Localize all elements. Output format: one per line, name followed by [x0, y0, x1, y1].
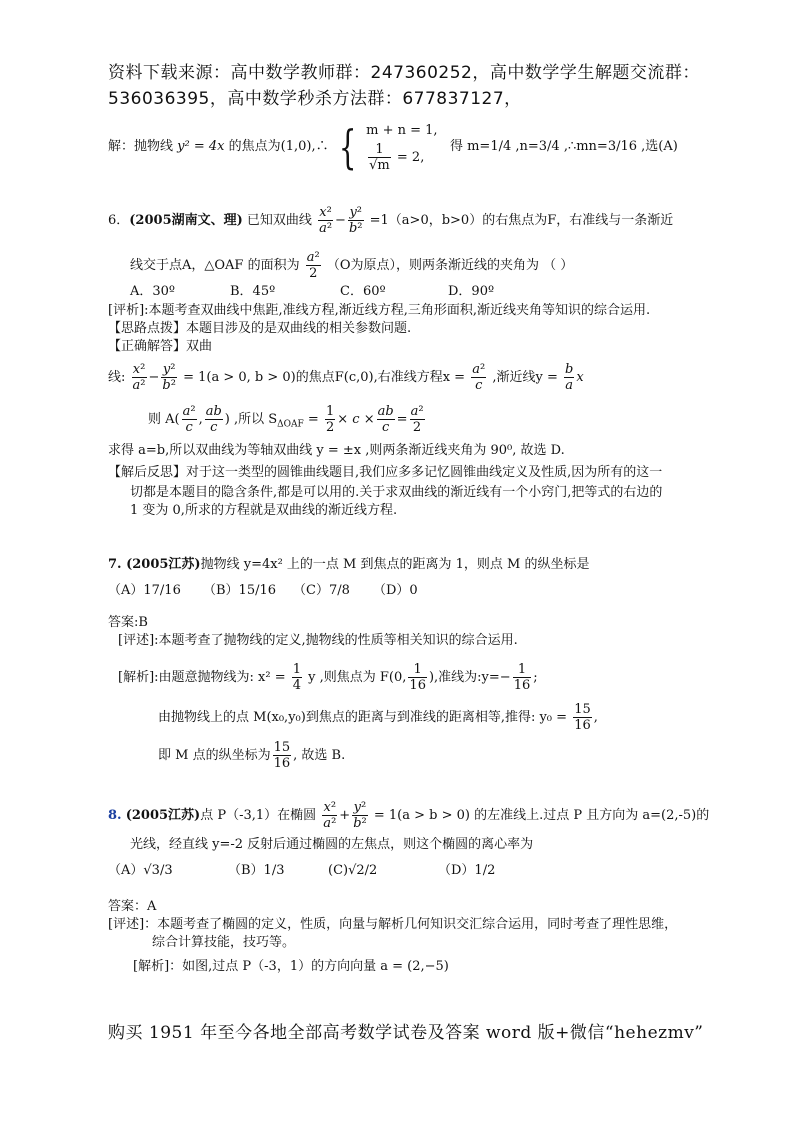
q7-option-b: （B）15/16: [203, 583, 277, 598]
q6-stem2b: （O为原点），则两条渐近线的夹角为 （ ）: [326, 258, 574, 273]
q7-options: [108, 582, 418, 600]
fraction: $\frac{15}{16}$: [273, 740, 291, 771]
q6-option-a: A．30º: [130, 284, 176, 299]
q6-stem-line2: [130, 250, 573, 281]
q6-ans-prefix: 线:: [108, 370, 126, 385]
banner-line-2: 536036395，高中数学秒杀方法群：677837127，: [108, 89, 522, 109]
fraction: $\frac{\text{y²}}{\text{b²}}$: [353, 800, 367, 831]
fraction: $\frac{\text{x²}}{\text{a²}}$: [132, 362, 146, 393]
q7-review: [评述]:本题考查了抛物线的定义,抛物线的性质等相关知识的综合运用.: [118, 633, 518, 648]
fraction: $\frac{1}{16}$: [513, 662, 531, 693]
q8-stem-line2: 光线，经直线 y=-2 反射后通过椭圆的左焦点，则这个椭圆的离心率为: [130, 837, 534, 852]
fraction: $\frac{\text{a²}}{2}$: [306, 250, 320, 281]
q6-reflect-1: 【解后反思】对于这一类型的圆锥曲线题目,我们应多多记忆圆锥曲线定义及性质,因为所有的这一: [108, 465, 663, 480]
fraction: $\frac{\text{a²}}{c}$: [472, 362, 486, 393]
q7-step2: 由抛物线上的点 M(x₀,y₀)到焦点的距离与到准线的距离相等,推得: y₀ = $\frac{15}{16}$ ,: [158, 702, 598, 733]
q5-system: [366, 120, 437, 173]
q7-option-c: （C）7/8: [293, 583, 350, 598]
fraction: $\frac{\text{x²}}{\text{a²}}$: [323, 800, 337, 831]
q7-analysis-mid: y ,则焦点为 F(0,: [308, 670, 407, 685]
fraction: $\frac{b}{a}$: [565, 362, 574, 393]
q8-option-d: （D）1/2: [438, 863, 496, 878]
q7-option-a: （A）17/16: [108, 583, 181, 598]
fraction: $\frac{\text{a²}}{c}$: [182, 404, 196, 435]
q6-area-line: 则 A( $\frac{\text{a²}}{c}$ , $\frac{ab}{c}$ ) ,所以 $S_{\Delta OAF}$ = $\frac{1}{2}$ × c × $\frac{ab}{c}$ = $\frac{\text{a²}}{2}$: [148, 404, 424, 435]
q5-parabola: y² = 4x: [177, 139, 225, 154]
q8-stem-line1: 8. (2005江苏)点 P（-3,1）在椭圆 $\frac{\text{x²}}{\text{a²}}$ + $\frac{\text{y²}}{\text{b²}}$ = 1(a > b > 0) 的左准线上.过点 P 且方向为 a=(2,-5)的: [108, 800, 710, 831]
fraction: $\frac{1}{16}$: [409, 662, 426, 693]
q6-source: (2005湖南文、理): [129, 213, 243, 228]
q6-area-sub: ΔOAF: [277, 419, 304, 430]
header-banner: [108, 60, 700, 112]
q8-review-1: [评述]：本题考查了椭圆的定义，性质，向量与解析几何知识交汇综合运用，同时考查了理性思维，: [108, 917, 678, 932]
q6-hint: 【思路点拨】本题目涉及的是双曲线的相关参数问题.: [108, 321, 412, 336]
q7-number: 7. (2005江苏): [108, 557, 201, 572]
q6-answer-head: 【正确解答】双曲: [108, 339, 213, 354]
q7-answer: 答案:B: [108, 615, 148, 630]
q6-option-d: D．90º: [448, 284, 495, 299]
fraction: $\frac{\text{x²}}{\text{a²}}$: [319, 205, 333, 236]
q8-stem1b: = 1(a > b > 0) 的左准线上.过点 P 且方向为 a=(2,-5)的: [373, 808, 710, 823]
q7-step3-prefix: 即 M 点的纵坐标为: [158, 748, 271, 763]
q7-option-d: （D）0: [373, 583, 418, 598]
q7-step2-text: 由抛物线上的点 M(x₀,y₀)到焦点的距离与到准线的距离相等,推得: y₀ =: [158, 710, 568, 725]
q5-sys2-tail: = 2,: [396, 150, 425, 165]
q7-stem: [108, 556, 589, 574]
q8-option-c: (C)√2/2: [328, 863, 378, 878]
q5-solution: [108, 120, 678, 173]
q8-source: (2005江苏): [125, 808, 201, 823]
q7-analysis-tail: ),准线为:y=−: [428, 670, 511, 685]
q7-step3-tail: , 故选 B.: [293, 748, 346, 763]
fraction: $\frac{ab}{c}$: [205, 404, 222, 435]
fraction: $\frac{1}{2}$: [325, 404, 335, 435]
q6-conclusion: 求得 a=b,所以双曲线为等轴双曲线 y = ±x ,则两条渐近线夹角为 90⁰, 故选 D.: [108, 443, 565, 458]
q6-stem2a: 线交于点A，△OAF 的面积为: [130, 258, 300, 273]
q6-area-prefix: ) ,所以 S: [224, 412, 278, 427]
q6-stem-line1: 6．(2005湖南文、理) 已知双曲线 $\frac{\text{x²}}{\text{a²}}$ − $\frac{\text{y²}}{\text{b²}}$ =1（a>0，b>0）的右焦点为F，右准线与一条渐近: [108, 205, 674, 236]
fraction: $\frac{\text{y²}}{\text{b²}}$: [162, 362, 176, 393]
fraction: $\frac{ab}{c}$: [377, 404, 394, 435]
q8-options: [108, 862, 495, 880]
q8-answer: 答案：A: [108, 899, 157, 914]
q6-number: 6．: [108, 213, 130, 228]
banner-line-1: 资料下载来源：高中数学教师群：247360252，高中数学学生解题交流群：: [108, 63, 700, 83]
q5-system-eq2: [366, 142, 437, 173]
q8-review-2: 综合计算技能，技巧等。: [152, 935, 296, 950]
fraction: $\frac{15}{16}$: [574, 702, 591, 733]
q5-system-eq1: m + n = 1,: [366, 123, 438, 138]
q5-sol-prefix: 解：抛物线: [108, 139, 174, 154]
fraction: $\frac{1}{√m}$: [369, 142, 390, 173]
q8-option-b: （B）1/3: [228, 863, 285, 878]
q5-result: 得 m=1/4 ,n=3/4 ,∴mn=3/16 ,选(A): [449, 139, 678, 154]
fraction: $\frac{1}{4}$: [292, 662, 302, 693]
q7-stem-text: 抛物线 y=4x² 上的一点 M 到焦点的距离为 1，则点 M 的纵坐标是: [200, 557, 590, 572]
q6-reflect-3: 1 变为 0,所求的方程就是双曲线的渐近线方程.: [130, 503, 398, 518]
q6-reflect-2: 切都是本题目的隐含条件,都是可以用的.关于求双曲线的渐近线有一个小窍门,把等式的右边的: [130, 485, 663, 500]
q6-ans-asym: ,渐近线y =: [492, 370, 558, 385]
q6-option-c: C．60º: [340, 284, 386, 299]
fraction: $\frac{\text{y²}}{\text{b²}}$: [348, 205, 363, 236]
q8-stem1a: 点 P（-3,1）在椭圆: [200, 808, 317, 823]
q6-stem1-cond: =1（a>0，b>0）的右焦点为F，右准线与一条渐近: [369, 213, 674, 228]
q6-stem1: 已知双曲线: [246, 213, 312, 228]
q6-ans-mid: = 1(a > 0, b > 0)的焦点F(c,0),右准线方程x =: [183, 370, 466, 385]
q8-analysis: [解析]：如图,过点 P（-3，1）的方向向量 a = (2,−5): [133, 959, 449, 974]
q8-option-a: （A）√3/3: [108, 863, 173, 878]
q6-answer-line: 线: $\frac{\text{x²}}{\text{a²}}$ − $\frac{\text{y²}}{\text{b²}}$ = 1(a > 0, b > 0)的焦点F(c,0),右准线方程x = $\frac{\text{a²}}{c}$ ,渐近线y = $\frac{b}{a}$ x: [108, 362, 584, 393]
q8-number: 8.: [108, 808, 122, 823]
q7-step3: [158, 740, 345, 771]
q6-option-b: B．45º: [230, 284, 276, 299]
q6-analysis: [评析]:本题考查双曲线中焦距,准线方程,渐近线方程,三角形面积,渐近线夹角等知识的综合运用.: [108, 303, 651, 318]
q7-analysis-prefix: [解析]:由题意抛物线为: x² =: [118, 670, 286, 685]
brace-symbol: {: [338, 119, 357, 174]
fraction: $\frac{\text{a²}}{2}$: [410, 404, 424, 435]
q5-focus: 的焦点为(1,0),∴: [228, 139, 329, 154]
q7-analysis: [解析]:由题意抛物线为: x² = $\frac{1}{4}$ y ,则焦点为 F(0, $\frac{1}{16}$ ),准线为:y=− $\frac{1}{16}$ ;: [118, 662, 538, 693]
footer-ad: 购买 1951 年至今各地全部高考数学试卷及答案 word 版+微信“hehezmv”: [108, 1023, 704, 1043]
q6-point-prefix: 则 A(: [148, 412, 180, 427]
q6-options: [130, 283, 494, 301]
